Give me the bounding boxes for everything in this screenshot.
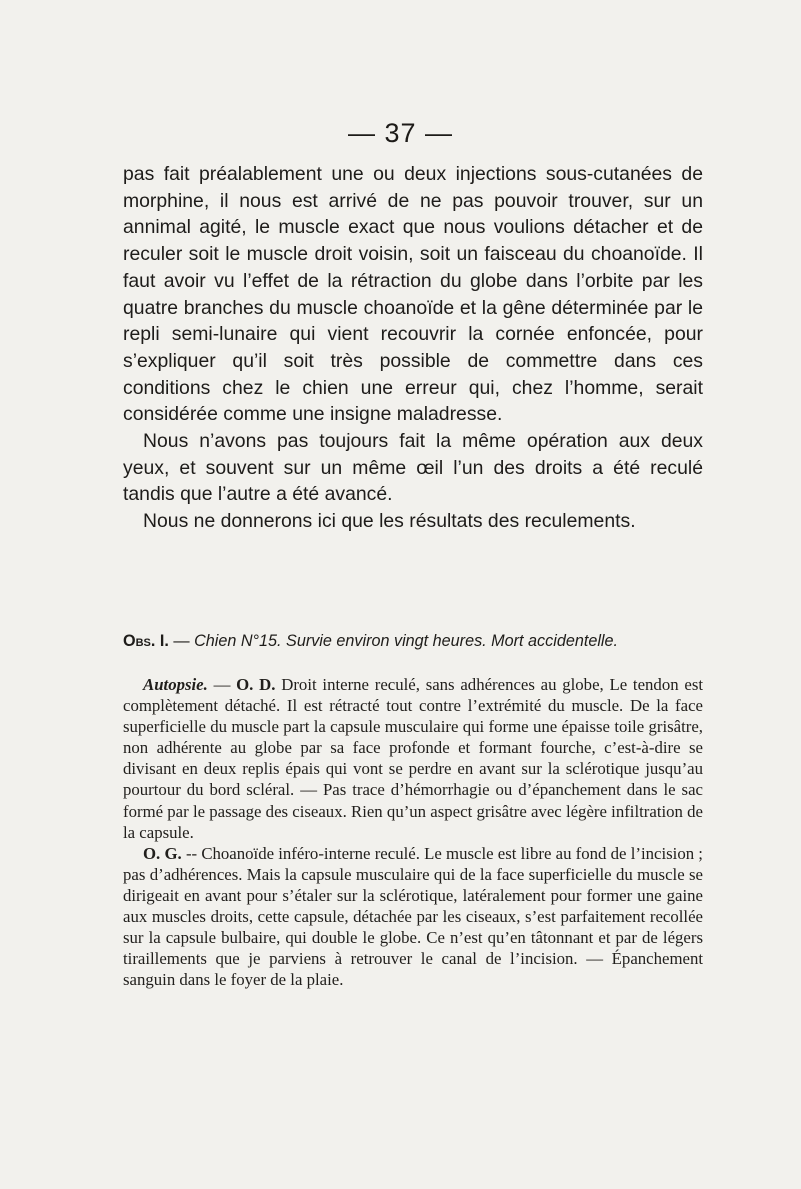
main-paragraph-2: Nous n’avons pas toujours fait la même opération aux deux yeux, et souvent sur un même œil l’un des droits a été reculé tandis que l’autre a été avancé.	[123, 430, 703, 506]
autopsy-paragraph-od: Autopsie. — O. D. Droit interne reculé, sans adhérences au globe, Le tendon est complètement détaché. Il est rétracté tout contre l’extrémité du muscle. De la face superficielle du muscle part la capsule musculaire qui forme une épaisse toile grisâtre, non adhérente au globe par sa face profonde et formant fourche, c’est-à-dire se divisant en deux replis épais qui vont se perdre en avant sur la sclérotique jusqu’au pourtour du bord scléral. — Pas trace d’hémorrhagie ou d’épanchement dans le sac formé par le passage des ciseaux. Rien qu’un aspect grisâtre avec légère infiltration de la capsule.	[123, 675, 704, 842]
autopsy-paragraph-og	[123, 843, 703, 991]
left-eye-label: O. G.	[143, 843, 182, 863]
main-paragraph-1: pas fait préalablement une ou deux injections sous-cutanées de morphine, il nous est arrivé de ne pas pouvoir trouver, sur un annimal agité, le muscle exact que nous voulions détacher et de reculer soit le muscle droit voisin, soit un faisceau du choanoïde. Il faut avoir vu l’effet de la rétraction du globe dans l’orbite par les quatre branches du muscle choanoïde et la gêne déterminée par le repli semi-lunaire qui vient recouvrir la cornée enfoncée, pour s’expliquer qu’il soit très possible de commettre dans ces conditions chez le chien une erreur qui, chez l’homme, serait considérée comme une insigne maladresse.	[123, 163, 703, 426]
observation-heading	[123, 630, 703, 652]
right-eye-text: Droit interne reculé, sans adhérences au globe, Le tendon est complètement détaché. Il est rétracté tout contre l’extrémité du muscle. De la face superficielle du muscle part la capsule musculaire qui forme une épaisse toile grisâtre, non adhérente au globe par sa face profonde et formant fourche, c’est-à-dire se divisant en deux replis épais qui vont se perdre en avant sur la sclérotique jusqu’au pourtour du bord scléral. — Pas trace d’hémorrhagie ou d’épanchement dans le sac formé par le passage des ciseaux. Rien qu’un aspect grisâtre avec légère infiltration de la capsule.	[123, 675, 704, 842]
observation-title: Chien N°15. Survie environ vingt heures. Mort accidentelle.	[194, 632, 619, 650]
main-paragraph-3: Nous ne donnerons ici que les résultats des reculements.	[143, 510, 636, 533]
observation-dash: —	[168, 632, 195, 650]
page-number: — 37 —	[347, 118, 454, 148]
autopsy-text-block	[123, 674, 703, 990]
right-eye-label: O. D.	[236, 675, 276, 694]
autopsy-label: Autopsie.	[143, 675, 208, 694]
left-eye-text: -- Choanoïde inféro-interne reculé. Le muscle est libre au fond de l’incision ; pas d’adhérences. Mais la capsule musculaire qui de la face superficielle du muscle se dirigeait en avant pour s’étaler sur la sclérotique, latéralement pour former une gaine aux muscles droits, cette capsule, détachée par les ciseaux, s’est parfaitement recollée sur la capsule bulbaire, qui double le globe. Ce n’est qu’en tâtonnant et par de légers tiraillements que je parviens à retrouver le canal de l’incision. — Épanchement sanguin dans le foyer de la plaie.	[123, 843, 703, 990]
observation-label: Obs. I.	[123, 632, 169, 650]
main-text-block	[123, 161, 703, 535]
